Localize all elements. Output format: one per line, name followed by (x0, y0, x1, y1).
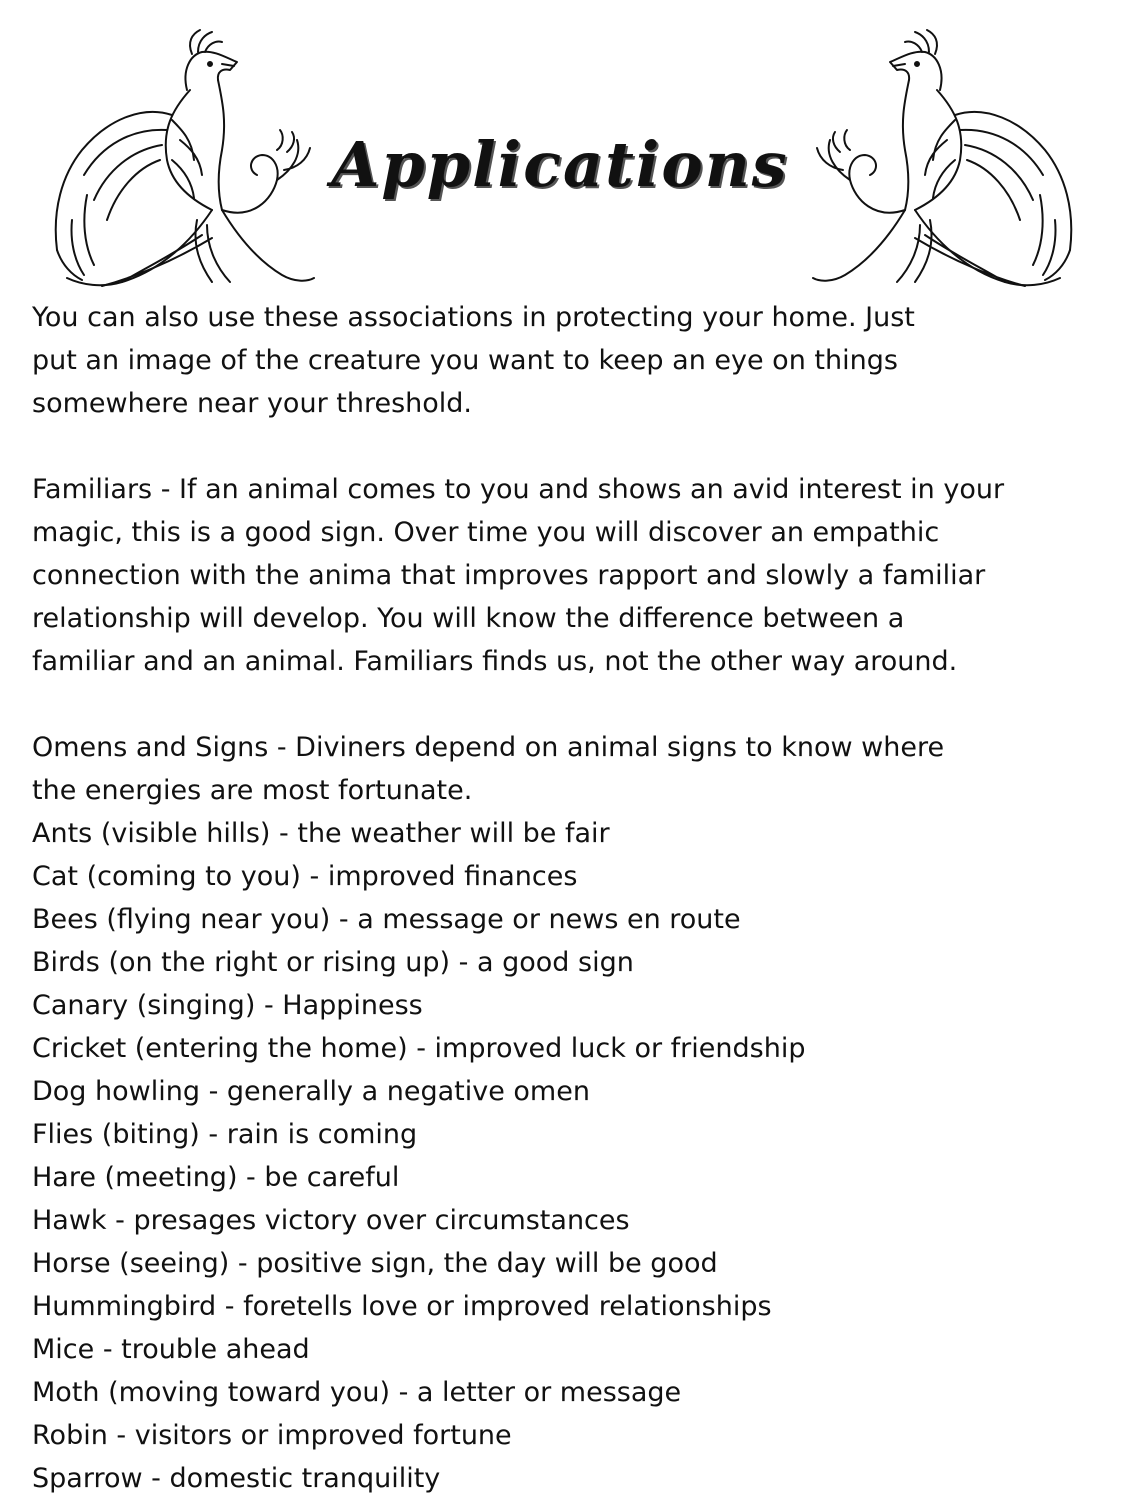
text-line: connection with the anima that improves rapport and slowly a familiar (32, 560, 986, 591)
text-line: relationship will develop. You will know the difference between a (32, 603, 905, 634)
phoenix-illustration-right (805, 20, 1105, 295)
omen-list (32, 812, 1107, 1500)
page-title: Applications (331, 128, 789, 201)
list-item: Cricket (entering the home) - improved luck or friendship (32, 1033, 806, 1064)
list-item: Dog howling - generally a negative omen (32, 1076, 590, 1107)
list-item: Horse (seeing) - positive sign, the day will be good (32, 1248, 718, 1279)
list-item: Cat (coming to you) - improved finances (32, 861, 578, 892)
paragraph-spacer (32, 683, 1107, 726)
list-item: Flies (biting) - rain is coming (32, 1119, 418, 1150)
text-line: the energies are most fortunate. (32, 775, 473, 806)
text-line: magic, this is a good sign. Over time you will discover an empathic (32, 517, 940, 548)
list-item: Hawk - presages victory over circumstances (32, 1205, 630, 1236)
text-line: Omens and Signs - Diviners depend on animal signs to know where (32, 732, 945, 763)
list-item: Hare (meeting) - be careful (32, 1162, 400, 1193)
list-item: Robin - visitors or improved fortune (32, 1420, 512, 1451)
document-body (32, 296, 1107, 1500)
list-item: Mice - trouble ahead (32, 1334, 310, 1365)
text-line: somewhere near your threshold. (32, 388, 472, 419)
phoenix-illustration-left (22, 20, 322, 295)
list-item: Hummingbird - foretells love or improved relationships (32, 1291, 772, 1322)
list-item: Moth (moving toward you) - a letter or message (32, 1377, 682, 1408)
omens-intro (32, 726, 1107, 812)
list-item: Sparrow - domestic tranquility (32, 1463, 441, 1494)
list-item: Birds (on the right or rising up) - a good sign (32, 947, 634, 978)
list-item: Canary (singing) - Happiness (32, 990, 423, 1021)
text-line: put an image of the creature you want to keep an eye on things (32, 345, 898, 376)
familiars-paragraph (32, 468, 1107, 683)
text-line: Familiars - If an animal comes to you and shows an avid interest in your (32, 474, 1005, 505)
intro-paragraph (32, 296, 1107, 425)
list-item: Ants (visible hills) - the weather will be fair (32, 818, 610, 849)
text-line: You can also use these associations in protecting your home. Just (32, 302, 915, 333)
page-header (0, 0, 1125, 300)
list-item: Bees (flying near you) - a message or news en route (32, 904, 741, 935)
text-line: familiar and an animal. Familiars finds us, not the other way around. (32, 646, 958, 677)
paragraph-spacer (32, 425, 1107, 468)
